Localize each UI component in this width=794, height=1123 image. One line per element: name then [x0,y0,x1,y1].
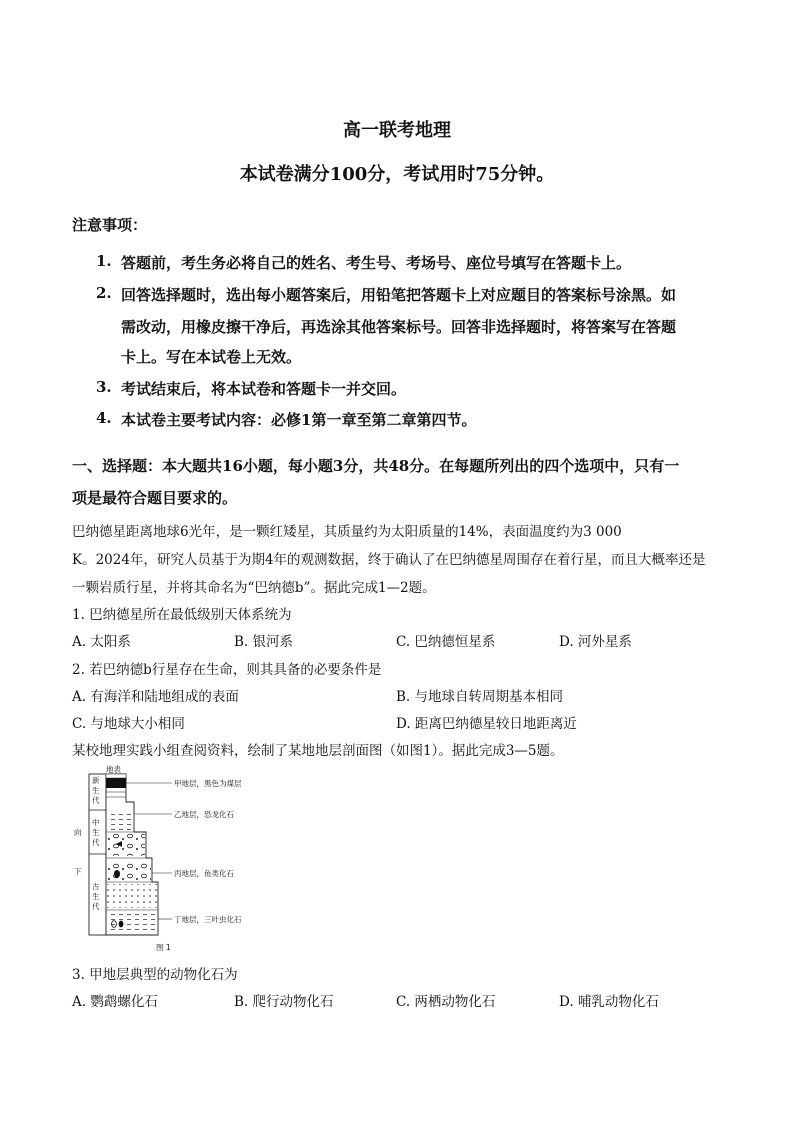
figure-caption: 图 1 [156,943,171,952]
notice-item-4: 本试卷主要考试内容：必修1第一章至第二章第四节。 [121,411,477,429]
notice-heading: 注意事项： [72,216,148,234]
passage-1-line-1: 巴纳德星距离地球6光年，是一颗红矮星，其质量约为太阳质量的14%，表面温度约为3 000 [72,524,622,540]
q3-option-a: A. 鹦鹉螺化石 [72,994,158,1010]
passage-1-line-3: 一颗岩质行星，并将其命名为“巴纳德b”。据此完成1—2题。 [72,580,436,596]
q3-option-d: D. 哺乳动物化石 [559,994,659,1010]
q2-option-a: A. 有海洋和陆地组成的表面 [72,689,239,705]
notice-item-1-num: 1. [96,252,112,270]
notice-item-3: 考试结束后，将本试卷和答题卡一并交回。 [121,380,407,398]
q1-stem: 1. 巴纳德星所在最低级别天体系统为 [72,607,292,623]
figure-era-cenozoic: 新生代 [92,776,100,805]
passage-2: 某校地理实践小组查阅资料，绘制了某地地层剖面图（如图1）。据此完成3—5题。 [72,743,564,759]
notice-item-2-line-3: 卡上。写在本试卷上无效。 [121,348,302,366]
q3-option-b: B. 爬行动物化石 [234,994,334,1010]
figure-era-paleozoic: 古生代 [92,882,100,911]
q2-option-d: D. 距离巴纳德星较日地距离近 [396,716,577,732]
notice-item-3-num: 3. [96,378,112,396]
notice-item-4-num: 4. [96,409,112,427]
notice-item-2-num: 2. [96,284,112,302]
q2-option-c: C. 与地球大小相同 [72,716,185,732]
q3-stem: 3. 甲地层典型的动物化石为 [72,967,238,983]
figure-layer-jia: 甲地层，黑色为煤层 [174,779,242,788]
figure-direction-1: 向 [74,828,82,837]
section-heading-line-1: 一、选择题：本大题共16小题，每小题3分，共48分。在每题所列出的四个选项中，只有一 [72,457,680,475]
exam-title: 高一联考地理 [343,120,451,141]
figure-surface-label: 地表 [106,765,121,774]
figure-direction-2: 下 [74,867,82,876]
exam-subtitle: 本试卷满分100分，考试用时75分钟。 [239,164,555,185]
q1-option-b: B. 银河系 [234,634,294,650]
notice-item-2-line-2: 需改动，用橡皮擦干净后，再选涂其他答案标号。回答非选择题时，将答案写在答题 [121,318,677,336]
q2-stem: 2. 若巴纳德b行星存在生命，则其具备的必要条件是 [72,662,382,678]
q1-option-a: A. 太阳系 [72,634,131,650]
section-heading-line-2: 项是最符合题目要求的。 [72,489,238,507]
strata-profile-figure [70,762,260,957]
q2-option-b: B. 与地球自转周期基本相同 [396,689,564,705]
figure-layer-ding: 丁地层，三叶虫化石 [174,915,242,924]
figure-layer-yi: 乙地层，恐龙化石 [174,810,234,819]
q1-option-c: C. 巴纳德恒星系 [396,634,496,650]
q3-option-c: C. 两栖动物化石 [396,994,496,1010]
notice-item-1: 答题前，考生务必将自己的姓名、考生号、考场号、座位号填写在答题卡上。 [121,254,632,272]
passage-1-line-2: K。2024年，研究人员基于为期4年的观测数据，终于确认了在巴纳德星周围存在着行星，而且大概率还是 [72,552,706,568]
figure-era-mesozoic: 中生代 [92,818,100,847]
notice-item-2-line-1: 回答选择题时，选出每小题答案后，用铅笔把答题卡上对应题目的答案标号涂黑。如 [121,286,677,304]
q1-option-d: D. 河外星系 [559,634,632,650]
figure-layer-bing: 丙地层，鱼类化石 [174,869,234,878]
